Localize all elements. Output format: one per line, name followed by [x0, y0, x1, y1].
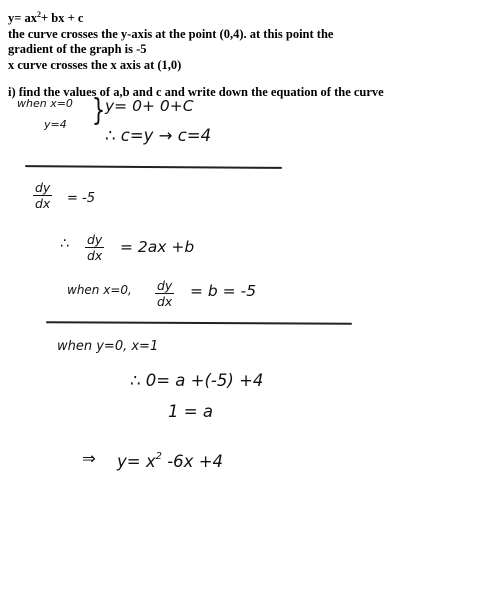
hw-when-y-0-x-1: when y=0, x=1	[57, 339, 159, 354]
hw-one-equals-a: 1 = a	[168, 402, 213, 421]
given-info-line-1: the curve crosses the y-axis at the point (0,4). at this point the	[8, 26, 334, 41]
given-info-line-2: gradient of the graph is -5	[8, 42, 147, 56]
hw-when-x-0: when x=0	[17, 97, 73, 110]
dy-dx-fraction-2: $\frac{dy}{dx}$	[87, 232, 103, 263]
hw-equals-2ax-plus-b: = 2ax +b	[120, 238, 195, 256]
hw-b-equals-minus-5: = b = -5	[190, 282, 257, 300]
hw-y-equals-0-0-c: y= 0+ 0+C	[105, 97, 194, 115]
divider-line-2	[46, 321, 352, 324]
curly-brace: }	[91, 93, 106, 128]
curve-equation-line: $y= ax^2+$ bx + c	[8, 10, 84, 25]
hw-final-equation: $y= x^2$ -6x +4	[117, 451, 224, 471]
hw-y-equals-4: y=4	[44, 118, 67, 131]
hw-when-x-0-second: when x=0,	[67, 283, 132, 297]
hw-c-equals-4: ∴ c=y → c=4	[105, 126, 212, 145]
question-part-i: i) find the values of a,b and c and write down the equation of the curve	[8, 85, 384, 99]
dy-dx-fraction-3: $\frac{dy}{dx}$	[157, 278, 173, 309]
implies-arrow-icon: ⇒	[82, 449, 96, 468]
hw-equals-minus-5: = -5	[67, 191, 95, 206]
hw-therefore: ∴	[60, 236, 70, 252]
given-info-line-3: x curve crosses the x axis at (1,0)	[8, 57, 182, 72]
hw-zero-equals-a-minus-5-plus-4: ∴ 0= a +(-5) +4	[130, 371, 264, 390]
question-text-block	[8, 7, 384, 101]
dy-dx-fraction-1: $\frac{dy}{dx}$	[35, 180, 51, 211]
divider-line-1	[25, 165, 282, 168]
